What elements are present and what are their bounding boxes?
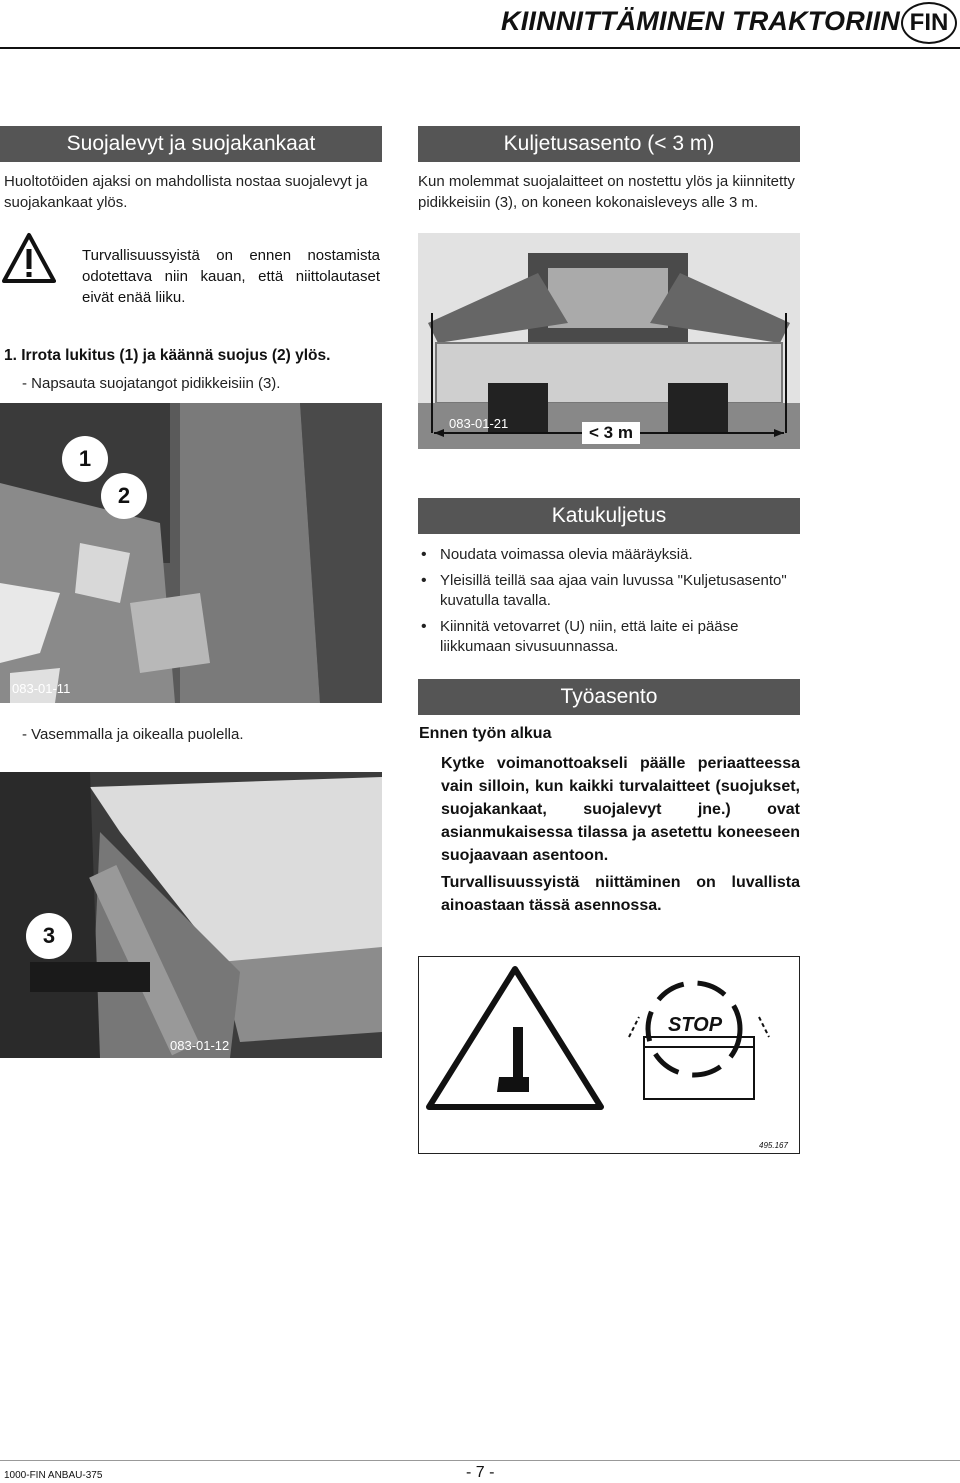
boot-icon [513,1027,523,1077]
section-title-work: Työasento [418,679,800,715]
section-title-transport: Kuljetusasento (< 3 m) [418,126,800,162]
before-work-heading: Ennen työn alkua [419,725,552,742]
language-badge: FIN [901,2,957,44]
shields-intro: Huoltotöiden ajaksi on mahdollista nostaa suojalevyt ja suojakankaat ylös. [4,173,368,211]
list-item: • Noudata voimassa olevia määräyksiä. [418,545,800,565]
header-rule [0,47,960,49]
photo-code: 083-01-11 [12,681,71,696]
stop-label: STOP [667,1014,723,1036]
sign-code: 495.167 [759,1141,788,1150]
section-title-shields: Suojalevyt ja suojakankaat [0,126,382,162]
pto-instruction: Kytke voimanottoakseli päälle periaatteessa vain silloin, kun kaikki turvalaitteet (suojukset, suojakankaat, suojalevyt jne.) ovat asianmukaisessa tilassa ja asetettu koneeseen suojaavaan asentoon. [441,755,800,864]
label-3: 3 [26,913,72,959]
step-1-sub: - Napsauta suojatangot pidikkeisiin (3). [22,375,281,392]
warning-icon [2,232,56,284]
width-label: < 3 m [582,422,640,444]
safety-sign [418,956,800,1154]
photo-code: 083-01-21 [449,416,509,431]
label-2: 2 [101,473,147,519]
section-title-road: Katukuljetus [418,498,800,534]
step-1: 1. Irrota lukitus (1) ja käännä suojus (2) ylös. [4,347,331,364]
footer-rule [0,1460,960,1461]
photo-code: 083-01-12 [170,1038,230,1053]
transport-text: Kun molemmat suojalaitteet on nostettu ylös ja kiinnitetty pidikkeisiin (3), on koneen kokonaisleveys alle 3 m. [418,173,795,211]
page-title: KIINNITTÄMINEN TRAKTORIIN [501,6,900,36]
list-item: • Kiinnitä vetovarret (U) niin, että laite ei pääse liikkumaan sivusuunnassa. [418,617,800,657]
photo-shield-unlock [0,403,382,703]
road-rules-list [418,545,800,663]
photo-transport-position [418,233,800,449]
doc-code: 1000-FIN ANBAU-375 [4,1470,103,1481]
photo-guard-holder [0,772,382,1058]
sides-note: - Vasemmalla ja oikealla puolella. [22,726,244,743]
warning-text: Turvallisuussyistä on ennen nostamista odotettava niin kauan, että niittolautaset eivät enää liiku. [82,247,380,306]
label-1: 1 [62,436,108,482]
safety-instruction: Turvallisuussyistä niittäminen on luvallista ainoastaan tässä asennossa. [441,874,800,914]
list-item: • Yleisillä teillä saa ajaa vain luvussa "Kuljetusasento" kuvatulla tavalla. [418,571,800,611]
page-number: - 7 - [466,1464,495,1481]
